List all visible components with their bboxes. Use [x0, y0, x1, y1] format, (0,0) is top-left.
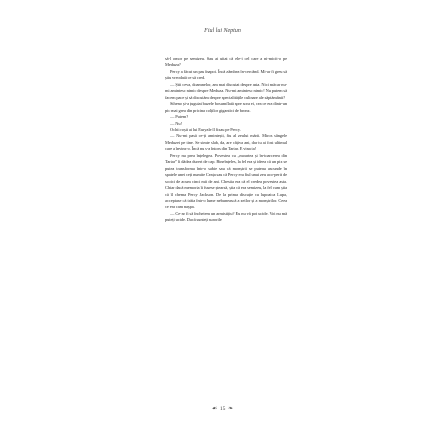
paragraph: Ochii roșii ai lui Euryale îl fixau pe Percy.	[170, 126, 241, 132]
ornament-left-icon: ☙	[211, 406, 218, 412]
running-header: Fiul lui Neptun	[204, 28, 241, 34]
paragraph: Percy a făcut un pas înapoi. Încă zâmbea în-cercând. Mi-ar fi greu să știu vreodată ce să cred.	[165, 68, 287, 81]
paragraph: să-l omor pe semizeu. Sau ai uitat că ele-i cel care a ni-micit-o pe Meduza?	[165, 56, 287, 68]
paragraph: — Putem?	[170, 114, 189, 120]
paragraph: — Ce-ar fi să încheiem un armistițiu? Eu nu vă pot ucide. Voi nu mă puteți ucide. Dacă sunteți surorile	[165, 210, 287, 223]
page-footer	[0, 405, 445, 412]
paragraph: — Nu!	[170, 120, 182, 126]
ornament-right-icon: ❧	[228, 406, 234, 412]
page-number: 15	[219, 406, 226, 412]
paragraph: — Știi ceva, doamnelor, am mai discutat despre asta. Nici măcar nu-mi amintesc nimic despre Meduza. Nu-mi amintesc nimic! Nu putem să facem pace și să discutăm despre specialitățile culinare ale săptămânii?	[165, 81, 287, 100]
page-body	[165, 56, 287, 224]
paragraph: — Nu-mi pasă ce-ți amintești, fiu al zeului mării. Miros sângele Meduzei pe tine. Se simte slab, da, are câțiva ani, dar tu ai fost ultimul care a învins-o. Încă nu s-a întors din Tartar. E vina ta!	[165, 133, 287, 152]
paragraph: Stheno și-a țuguiat buzele bosumflată spre sora ei, cea ce era dintr-un pic mai grea din pricina colților gigantici de bronz.	[165, 101, 287, 113]
paragraph: Percy nu prea înțelegea. Povestea cu „moartea și în-toarcerea din Tartar” îi dădea dureri de cap. Bineînțeles, la fel era și ideea că un pix se putea transforma într-o sabie sau că monștrii se puteau ascunde în spatele unei ceți numite Ceața sau că Percy era fiul unui zeu aco-perit de scoici de acum cinci mii de ani. Chestia era că el credea povestea asta. Chiar dacă memoria îi fusese ștearsă, știa că era semizeu, la fel cum știa că îl chema Percy Jackson. De la prima discuție cu lupoaica Lupa, acceptase că trăia într-o lume nebunească a zeilor și a monștrilor. Ceea ce era cam nașpa.	[165, 152, 287, 210]
